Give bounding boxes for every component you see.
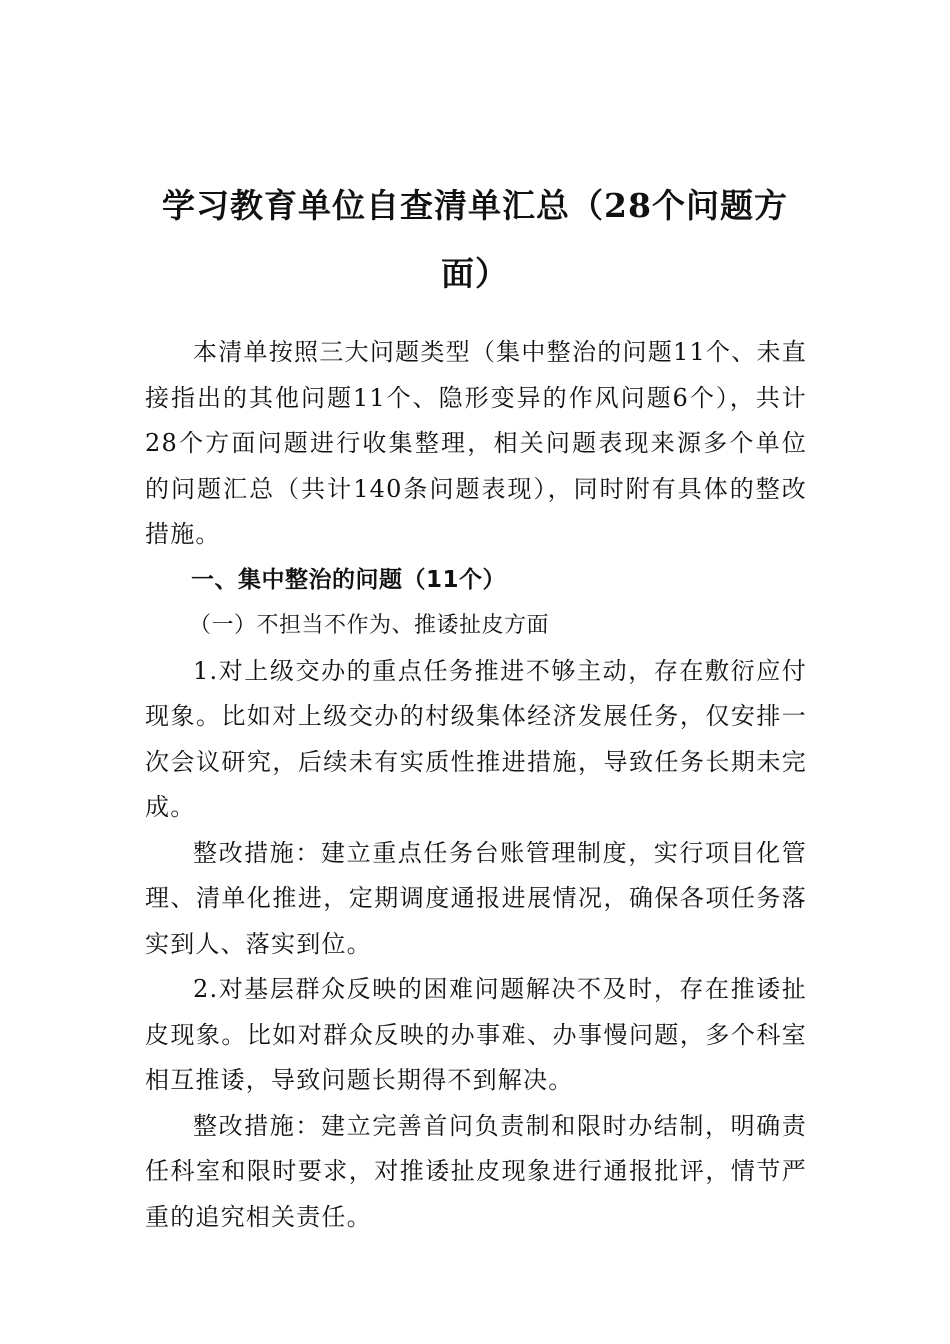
item-1-problem: 1.对上级交办的重点任务推进不够主动，存在敷衍应付现象。比如对上级交办的村级集体经济发展任务，仅安排一次会议研究，后续未有实质性推进措施，导致任务长期未完成。	[145, 656, 807, 821]
section-heading-1: 一、集中整治的问题（11个）	[191, 566, 507, 593]
subsection-heading-1: （一）不担当不作为、推诿扯皮方面	[189, 613, 550, 638]
item-2-measure: 整改措施：建立完善首问负责制和限时办结制，明确责任科室和限时要求，对推诿扯皮现象进行通报批评，情节严重的追究相关责任。	[145, 1111, 807, 1231]
item-2-problem: 2.对基层群众反映的困难问题解决不及时，存在推诿扯皮现象。比如对群众反映的办事难、办事慢问题，多个科室相互推诿，导致问题长期得不到解决。	[145, 975, 807, 1094]
item-1-measure: 整改措施：建立重点任务台账管理制度，实行项目化管理、清单化推进，定期调度通报进展情况，确保各项任务落实到人、落实到位。	[145, 838, 807, 958]
intro-paragraph: 本清单按照三大问题类型（集中整治的问题11个、未直接指出的其他问题11个、隐形变异的作风问题6个），共计28个方面问题进行收集整理，相关问题表现来源多个单位的问题汇总（共计140条问题表现），同时附有具体的整改措施。	[145, 338, 807, 548]
document-body	[145, 330, 807, 1240]
document-title: 学习教育单位自查清单汇总（28个问题方面）	[162, 186, 788, 294]
